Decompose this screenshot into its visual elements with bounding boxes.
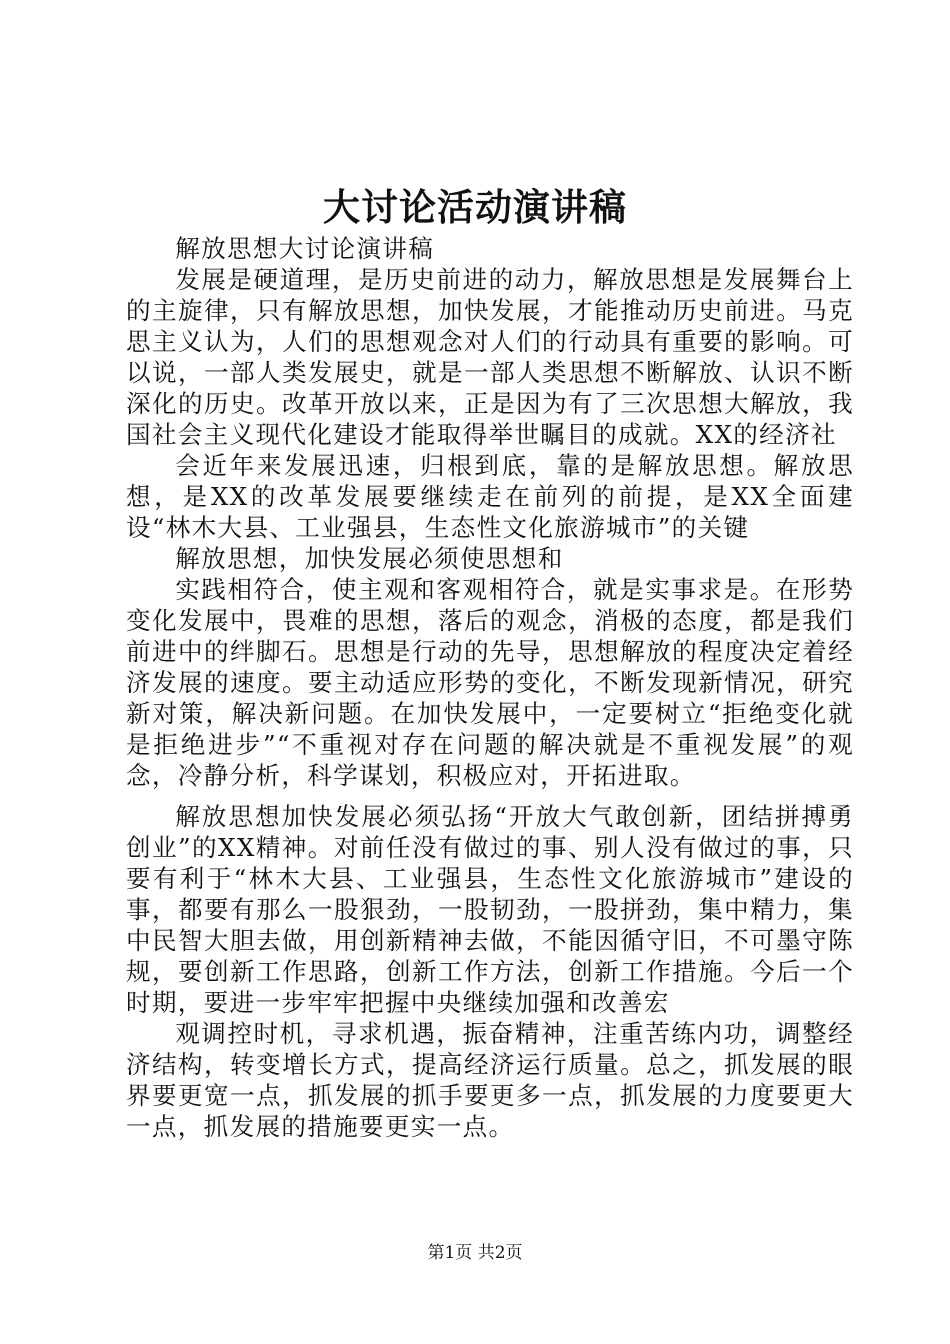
paragraph: 发展是硬道理，是历史前进的动力，解放思想是发展舞台上的主旋律，只有解放思想，加快发展，才能推动历史前进。马克思主义认为，人们的思想观念对人们的行动具有重要的影响。可以说，一部人类发展史，就是一部人类思想不断解放、认识不断深化的历史。改革开放以来，正是因为有了三次思想大解放，我国社会主义现代化建设才能取得举世瞩目的成就。XX的经济社 xyxy=(126,265,854,449)
document-body xyxy=(126,233,854,1142)
paragraph-subtitle: 解放思想大讨论演讲稿 xyxy=(175,234,435,263)
paragraph: 解放思想加快发展必须弘扬“开放大气敢创新，团结拼搏勇创业”的XX精神。对前任没有做过的事、别人没有做过的事，只要有利于“林木大县、工业强县，生态性文化旅游城市”建设的事，都要有那么一股狠劲，一股韧劲，一股拼劲，集中精力，集中民智大胆去做，用创新精神去做，不能因循守旧，不可墨守陈规，要创新工作思路，创新工作方法，创新工作措施。今后一个时期，要进一步牢牢把握中央继续加强和改善宏 xyxy=(126,802,854,1017)
page-number-footer: 第1页 共2页 xyxy=(427,1243,523,1263)
document-title: 大讨论活动演讲稿 xyxy=(323,185,627,229)
paragraph: 实践相符合，使主观和客观相符合，就是实事求是。在形势变化发展中，畏难的思想，落后的观念，消极的态度，都是我们前进中的绊脚石。思想是行动的先导，思想解放的程度决定着经济发展的速度。要主动适应形势的变化，不断发现新情况，研究新对策，解决新问题。在加快发展中，一定要树立“拒绝变化就是拒绝进步”“不重视对存在问题的解决就是不重视发展”的观念，冷静分析，科学谋划，积极应对，开拓进取。 xyxy=(126,575,854,790)
paragraph: 观调控时机，寻求机遇，振奋精神，注重苦练内功，调整经济结构，转变增长方式，提高经济运行质量。总之，抓发展的眼界要更宽一点，抓发展的抓手要更多一点，抓发展的力度要更大一点，抓发展的措施要更实一点。 xyxy=(126,1019,854,1141)
paragraph: 会近年来发展迅速，归根到底，靠的是解放思想。解放思想，是XX的改革发展要继续走在前列的前提，是XX全面建设“林木大县、工业强县，生态性文化旅游城市”的关键 xyxy=(126,451,854,542)
paragraph: 解放思想，加快发展必须使思想和 xyxy=(175,544,564,573)
